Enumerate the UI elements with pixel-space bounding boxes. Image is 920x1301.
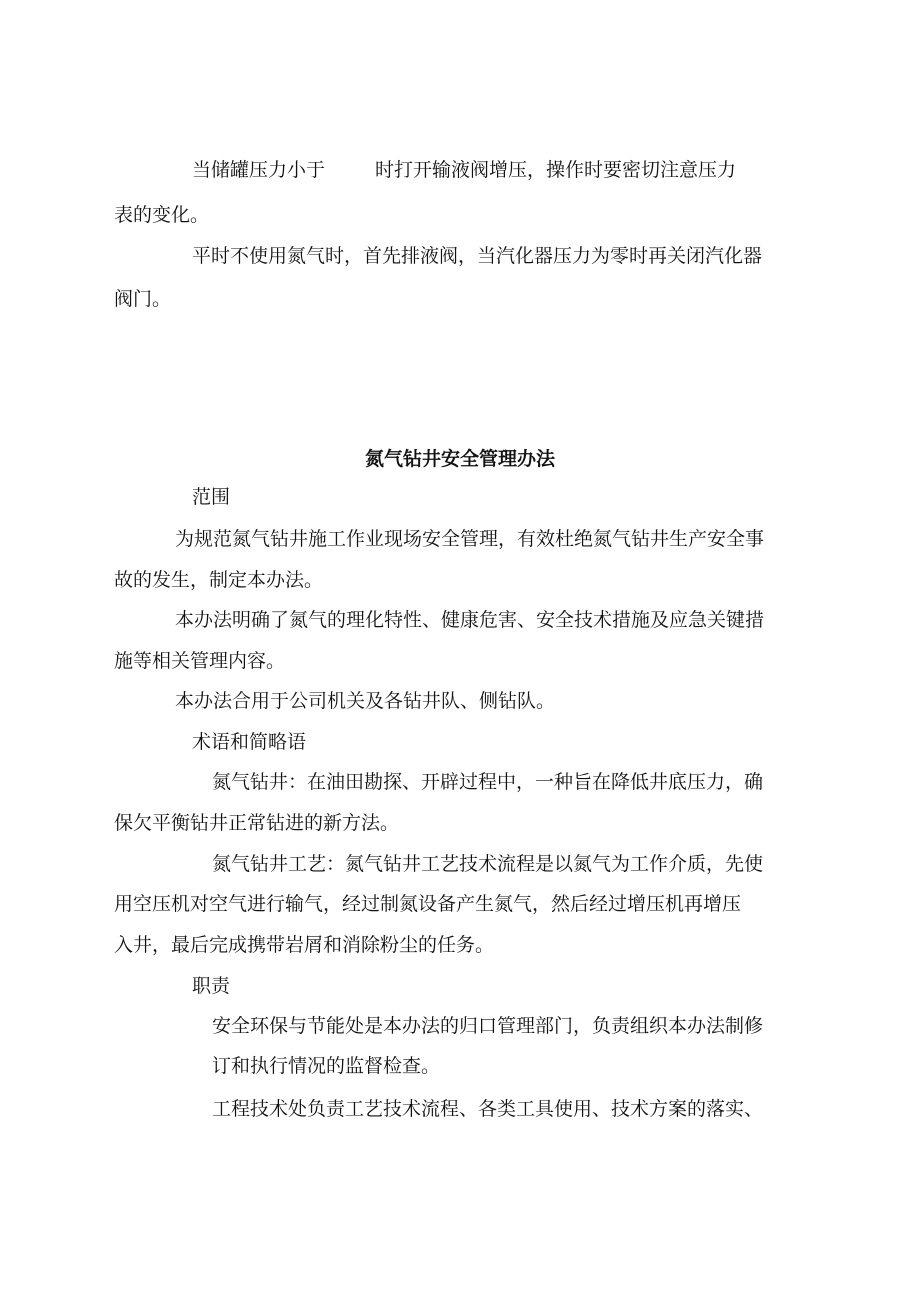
paragraph-line: 为规范氮气钻井施工作业现场安全管理，有效杜绝氮气钻井生产安全事 xyxy=(175,528,765,550)
section-heading-duties: 职责 xyxy=(192,975,231,997)
paragraph-line: 用空压机对空气进行输气，经过制氮设备产生氮气，然后经过增压机再增压 xyxy=(114,893,742,915)
paragraph-line: 阀门。 xyxy=(114,288,172,310)
section-heading-terms: 术语和简略语 xyxy=(192,731,307,753)
paragraph-line: 施等相关管理内容。 xyxy=(114,650,286,672)
paragraph-line: 本办法明确了氮气的理化特性、健康危害、安全技术措施及应急关键措 xyxy=(175,609,765,631)
paragraph-line: 表的变化。 xyxy=(114,204,210,226)
paragraph-line xyxy=(192,157,736,183)
document-title: 氮气钻井安全管理办法 xyxy=(364,448,555,470)
paragraph-line: 平时不使用氮气时，首先排液阀，当汽化器压力为零时再关闭汽化器 xyxy=(192,245,763,267)
section-heading-scope: 范围 xyxy=(192,486,231,508)
paragraph-line: 氮气钻井工艺：氮气钻井工艺技术流程是以氮气为工作介质，先使 xyxy=(212,853,764,875)
paragraph-line: 故的发生，制定本办法。 xyxy=(114,569,324,591)
text-segment: 当储罐压力小于 xyxy=(192,159,326,181)
paragraph-line: 本办法合用于公司机关及各钻井队、侧钻队。 xyxy=(175,690,556,712)
paragraph-line: 入井，最后完成携带岩屑和消除粉尘的任务。 xyxy=(114,934,495,956)
paragraph-line: 订和执行情况的监督检查。 xyxy=(212,1055,441,1077)
paragraph-line: 保欠平衡钻井正常钻进的新方法。 xyxy=(114,812,400,834)
text-segment: 时打开输液阀增压，操作时要密切注意压力 xyxy=(375,159,737,181)
paragraph-line: 安全环保与节能处是本办法的归口管理部门，负责组织本办法制修 xyxy=(212,1015,764,1037)
paragraph-line: 氮气钻井：在油田勘探、开辟过程中，一种旨在降低井底压力，确 xyxy=(212,771,764,793)
paragraph-line: 工程技术处负责工艺技术流程、各类工具使用、技术方案的落实、 xyxy=(212,1098,764,1120)
